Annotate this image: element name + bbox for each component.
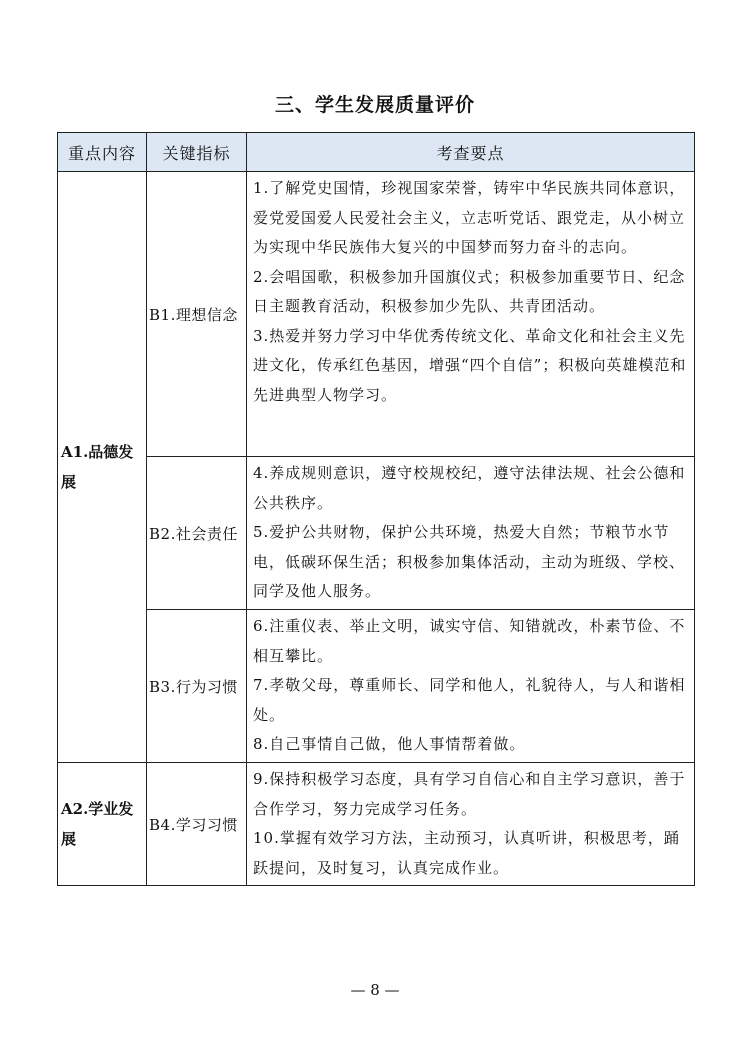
- indicator-b2: B2.社会责任: [147, 457, 247, 610]
- table-row-b4: [58, 763, 695, 886]
- points-b2: [247, 457, 695, 610]
- category-a1: A1.品德发展: [58, 172, 147, 763]
- page-title: 三、学生发展质量评价: [274, 94, 475, 116]
- point-5: 5.爱护公共财物，保护公共环境，热爱大自然；节粮节水节电，低碳环保生活；积极参加集体活动，主动为班级、学校、同学及他人服务。: [253, 523, 686, 600]
- indicator-b4: B4.学习习惯: [147, 763, 247, 886]
- indicator-b3: B3.行为习惯: [147, 610, 247, 763]
- table-row-b3: [58, 610, 695, 763]
- category-a2: A2.学业发展: [58, 763, 147, 886]
- point-8: 8.自己事情自己做，他人事情帮着做。: [253, 735, 526, 753]
- indicator-b1: B1.理想信念: [147, 172, 247, 457]
- table-row-b2: [58, 457, 695, 610]
- table-row-b1: [58, 172, 695, 457]
- header-assessment-points: 考查要点: [247, 133, 695, 172]
- table-header-row: [58, 133, 695, 172]
- header-key-indicator: 关键指标: [147, 133, 247, 172]
- point-6: 6.注重仪表、举止文明，诚实守信、知错就改，朴素节俭、不相互攀比。: [253, 617, 686, 665]
- page-number: — 8 —: [350, 981, 400, 999]
- point-9: 9.保持积极学习态度，具有学习自信心和自主学习意识，善于合作学习，努力完成学习任务。: [253, 770, 686, 818]
- point-10: 10.掌握有效学习方法，主动预习，认真听讲，积极思考，踊跃提问，及时复习，认真完成作业。: [253, 829, 680, 877]
- evaluation-table: [57, 132, 695, 886]
- points-b4: [247, 763, 695, 886]
- header-key-content: 重点内容: [58, 133, 147, 172]
- points-b3: [247, 610, 695, 763]
- points-b1: [247, 172, 695, 457]
- point-3: 3.热爱并努力学习中华优秀传统文化、革命文化和社会主义先进文化，传承红色基因，增强“四个自信”；积极向英雄模范和先进典型人物学习。: [253, 326, 687, 404]
- point-7: 7.孝敬父母，尊重师长、同学和他人，礼貌待人，与人和谐相处。: [253, 676, 686, 724]
- point-1: 1.了解党史国情，珍视国家荣誉，铸牢中华民族共同体意识，爱党爱国爱人民爱社会主义，立志听党话、跟党走，从小树立为实现中华民族伟大复兴的中国梦而努力奋斗的志向。: [253, 179, 686, 256]
- point-2: 2.会唱国歌，积极参加升国旗仪式；积极参加重要节日、纪念日主题教育活动，积极参加少先队、共青团活动。: [253, 267, 686, 315]
- point-4: 4.养成规则意识，遵守校规校纪，遵守法律法规、社会公德和公共秩序。: [253, 464, 686, 512]
